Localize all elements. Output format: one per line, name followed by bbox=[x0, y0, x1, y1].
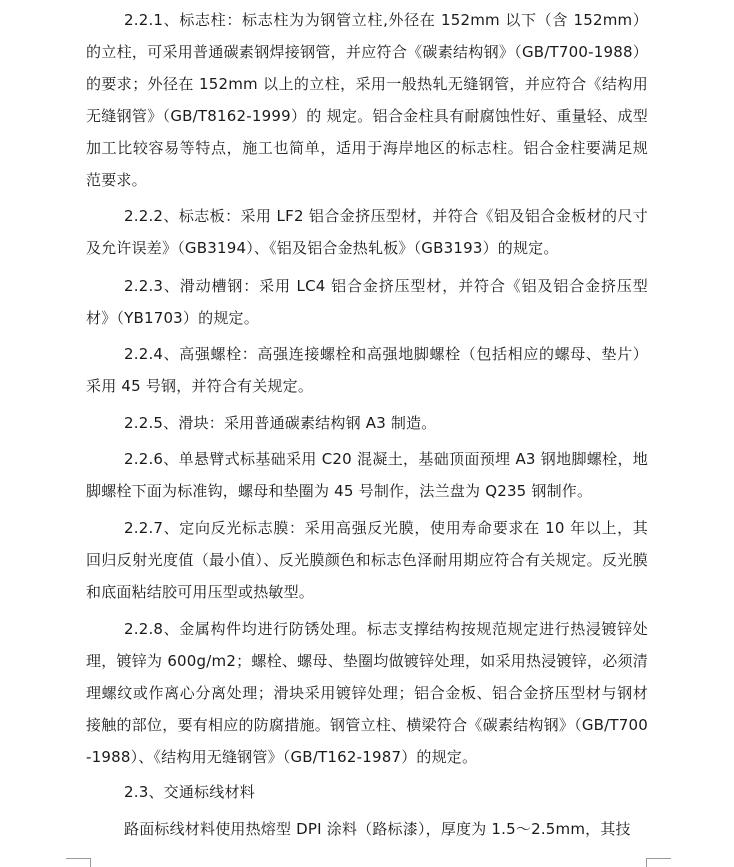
paragraph-road-marking: 路面标线材料使用热熔型 DPI 涂料（路标漆），厚度为 1.5～2.5mm，其技 bbox=[124, 820, 631, 838]
page-corner-mark-right bbox=[646, 858, 671, 867]
paragraph-2-2-3: 2.2.3、滑动槽钢：采用 LC4 铝合金挤压型材，并符合《铝及铝合金挤压型材》（YB1703）的规定。 bbox=[86, 277, 648, 327]
paragraph-2-2-1: 2.2.1、标志柱：标志柱为为钢管立柱,外径在 152mm 以下（含 152mm）的立柱，可采用普通碳素钢焊接钢管，并应符合《碳素结构钢》（GB/T700-1988）的要求；外径在 152mm 以上的立柱，采用一般热轧无缝钢管，并应符合《结构用无缝钢管》（GB/T8162-1999）的 规定。铝合金柱具有耐腐蚀性好、重量轻、成型加工比较容易等特点，施工也简单，适用于海岸地区的标志柱。铝合金柱要满足规范要求。 bbox=[86, 11, 648, 189]
paragraph-2-2-2: 2.2.2、标志板：采用 LF2 铝合金挤压型材，并符合《铝及铝合金板材的尺寸及允许误差》（GB3194）、《铝及铝合金热轧板》（GB3193）的规定。 bbox=[86, 207, 648, 257]
paragraph-2-2-8: 2.2.8、金属构件均进行防锈处理。标志支撑结构按规范规定进行热浸镀锌处理，镀锌为 600g/m2；螺栓、螺母、垫圈均做镀锌处理，如采用热浸镀锌，必须清理螺纹或作离心分离处理；滑块采用镀锌处理；铝合金板、铝合金挤压型材与钢材接触的部位，要有相应的防腐措施。钢管立柱、横梁符合《碳素结构钢》（GB/T700-1988）、《结构用无缝钢管》（GB/T162-1987）的规定。 bbox=[86, 620, 648, 766]
section-heading-2-3: 2.3、交通标线材料 bbox=[124, 783, 255, 801]
paragraph-2-2-4: 2.2.4、高强螺栓：高强连接螺栓和高强地脚螺栓（包括相应的螺母、垫片）采用 45 号钢，并符合有关规定。 bbox=[86, 345, 648, 395]
paragraph-2-2-5: 2.2.5、滑块：采用普通碳素结构钢 A3 制造。 bbox=[124, 414, 437, 432]
page-corner-mark-left bbox=[66, 858, 91, 867]
paragraph-2-2-7: 2.2.7、定向反光标志膜：采用高强反光膜，使用寿命要求在 10 年以上，其回归反射光度值（最小值）、反光膜颜色和标志色泽耐用期应符合有关规定。反光膜和底面粘结胶可用压型或热敏型。 bbox=[86, 519, 648, 601]
paragraph-2-2-6: 2.2.6、单悬臂式标基础采用 C20 混凝土，基础顶面预埋 A3 钢地脚螺栓，地脚螺栓下面为标准钩，螺母和垫圈为 45 号制作，法兰盘为 Q235 钢制作。 bbox=[86, 450, 648, 500]
